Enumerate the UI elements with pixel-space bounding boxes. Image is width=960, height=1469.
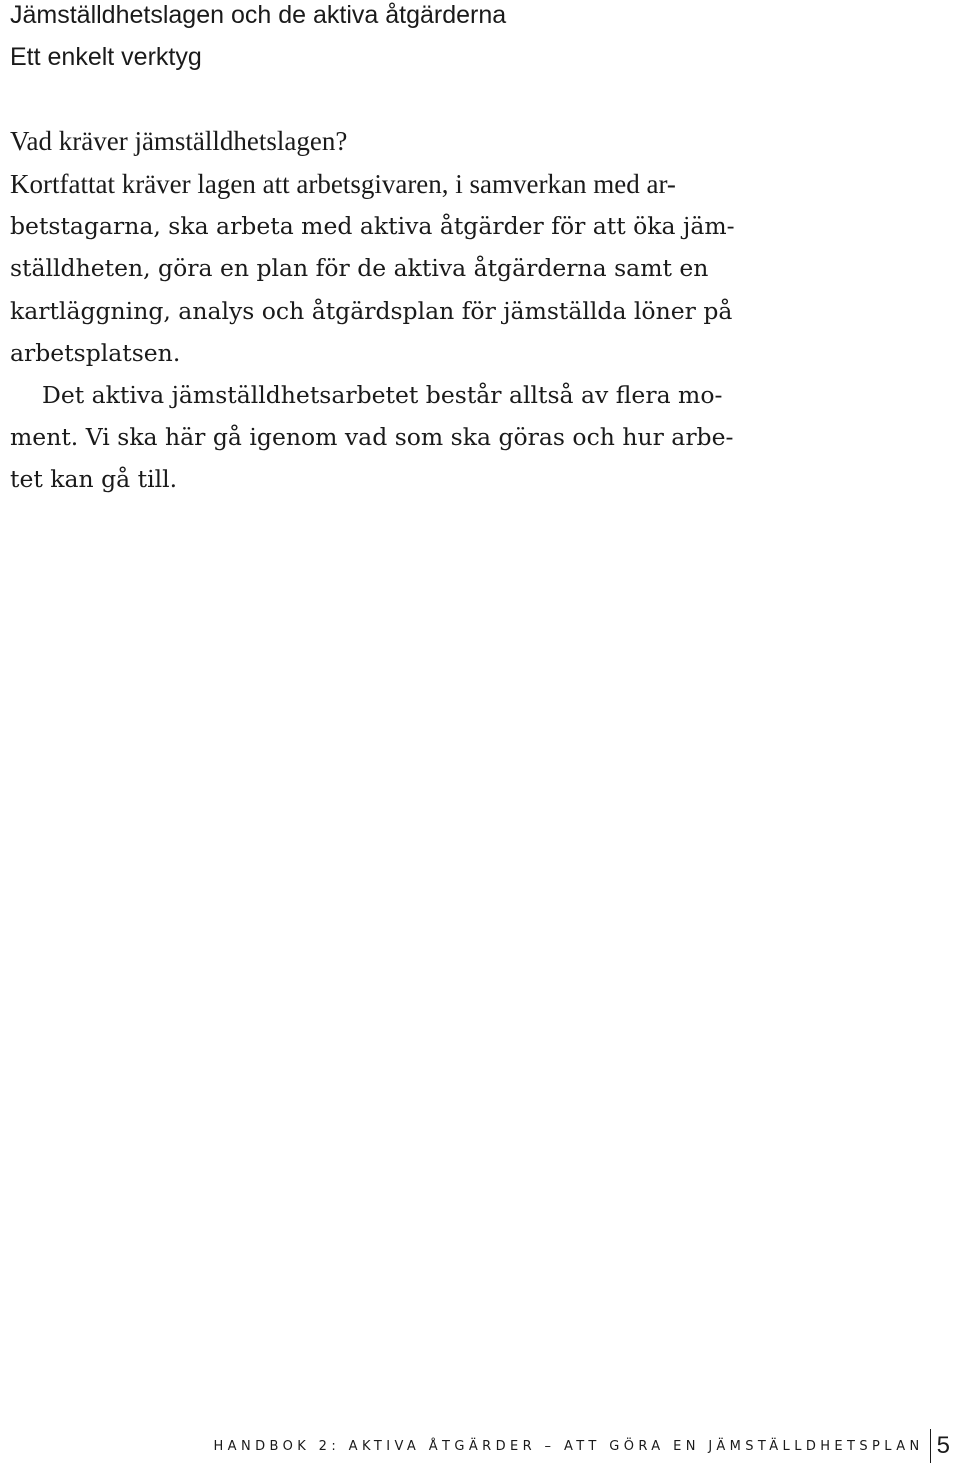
section-heading: Vad kräver jämställdhetslagen? [10, 126, 348, 156]
document-subtitle: Ett enkelt verktyg [10, 43, 202, 71]
body-line-7: ment. Vi ska här gå igenom vad som ska göras och hur arbe- [10, 423, 734, 451]
body-line-2: betstagarna, ska arbeta med aktiva åtgärder för att öka jäm- [10, 212, 735, 240]
body-line-4: kartläggning, analys och åtgärdsplan för jämställda löner på [10, 297, 733, 325]
footer-divider [930, 1429, 931, 1463]
body-line-8: tet kan gå till. [10, 465, 178, 493]
document-title: Jämställdhetslagen och de aktiva åtgärderna [10, 1, 507, 29]
running-footer-title: HANDBOK 2: AKTIVA ÅTGÄRDER – ATT GÖRA EN JÄMSTÄLLDHETSPLAN [213, 1438, 924, 1454]
body-line-3: ställdheten, göra en plan för de aktiva åtgärderna samt en [10, 254, 709, 282]
body-line-5: arbetsplatsen. [10, 339, 181, 367]
body-line-6: Det aktiva jämställdhetsarbetet består alltså av flera mo- [42, 381, 723, 409]
page-number: 5 [936, 1432, 950, 1459]
page-footer [214, 1429, 951, 1463]
body-line-1: Kortfattat kräver lagen att arbetsgivaren, i samverkan med ar- [10, 169, 676, 199]
